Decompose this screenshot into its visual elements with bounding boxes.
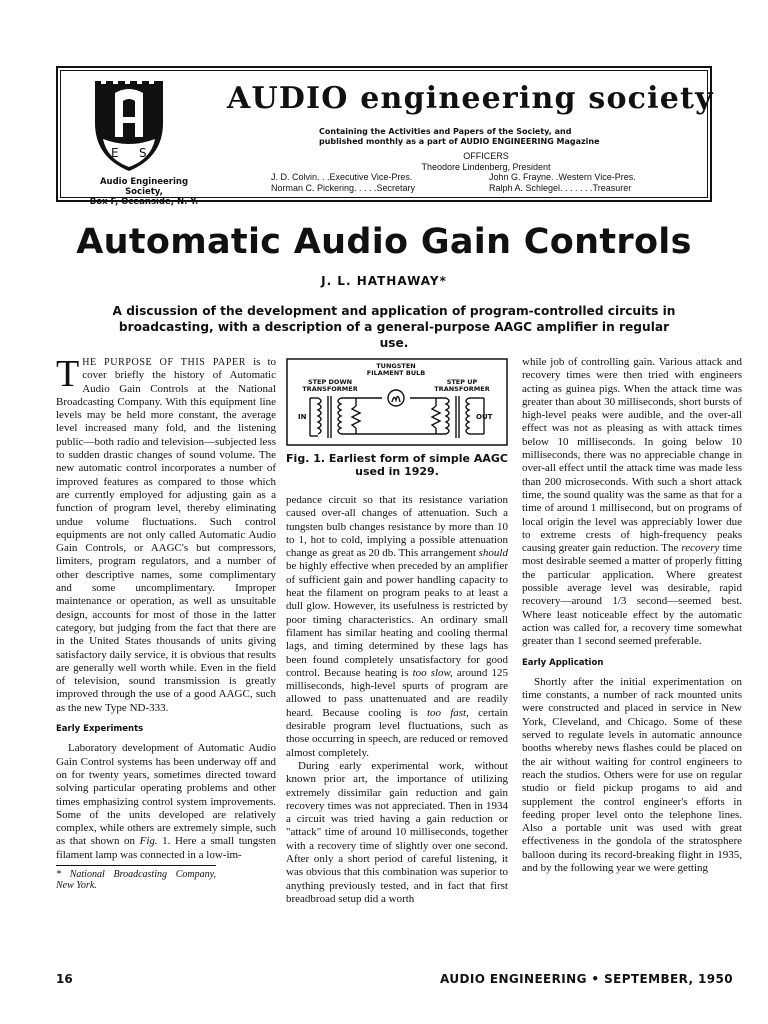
figure-1 bbox=[286, 358, 508, 478]
column-2-paragraph-1 bbox=[286, 494, 508, 760]
label-step-up-1: STEP UP bbox=[446, 378, 478, 386]
label-out: OUT bbox=[476, 413, 493, 421]
journal-footer: AUDIO ENGINEERING • SEPTEMBER, 1950 bbox=[440, 972, 733, 986]
col2-text-b: be highly effective when preceded by an amplifier of sufficient gain and power handling capacity to heat the filament on program peaks to at least a dull glow. However, its usefulness is restricted by poor timing characteristics. An ordinary small filament has similar heating and cooling thermal lags, and timing determined by these lags has been found completely unsatisfactory for good control. Because heating is bbox=[286, 560, 508, 679]
col2-text-d: certain desirable program level fluctuations, such as those occurring in speech, are reduced or removed almost completely. bbox=[286, 706, 508, 759]
label-step-down-1: STEP DOWN bbox=[307, 378, 353, 386]
officer-western-vp: John G. Frayne. .Western Vice-Pres. bbox=[489, 172, 636, 182]
masthead-box bbox=[56, 66, 714, 207]
label-step-up-2: TRANSFORMER bbox=[434, 385, 490, 393]
address-line-2: Box F, Oceanside, N. Y. bbox=[89, 197, 199, 207]
aes-logo-icon bbox=[91, 77, 167, 173]
officers-heading: OFFICERS bbox=[463, 151, 509, 161]
officer-treasurer: Ralph A. Schlegel. . . . . . .Treasurer bbox=[489, 182, 632, 193]
article-title: Automatic Audio Gain Controls bbox=[76, 222, 692, 262]
society-title: AUDIO engineering society bbox=[227, 81, 714, 116]
col2-emph-too-slow: too slow, bbox=[412, 666, 453, 679]
early-experiments-text-a: Laboratory development of Automatic Audio Gain Control systems has been underway off and on for twenty years, sometimes directed toward solving particular operating problems and other times emphasizing control system improvements. Some of the units developed are relatively complex, while others are extremely simple, such as that shown on bbox=[56, 742, 276, 848]
society-address bbox=[81, 177, 207, 207]
masthead-description: Containing the Activities and Papers of the Society, and published monthly as a part of AUDIO ENGINEERING Magazine bbox=[319, 127, 600, 146]
early-experiments-text-b: 1. Here a small tungsten filament lamp was connected in a low-im- bbox=[56, 835, 276, 861]
svg-text:E: E bbox=[111, 146, 119, 160]
col3-text-a: while job of controlling gain. Various attack and recovery times were then tried with engineers acting as guinea pigs. When the attack time was greater than about 30 milliseconds, short bursts of high-level peaks were audible, and the over-all effect was not as pleasing as with attack times below 10 milliseconds. In going below 10 milliseconds, there was no appreciable change in over-all effect until the attack time was made less than 200 microseconds. With such a short attack time, the sound quality was the same as that for a time of around 1 millisecond, but on programs of local origin the level was appreciably lower due to extreme crests of high-frequency peaks causing greater gain reduction. The bbox=[522, 356, 742, 555]
col2-text-c: around 125 milliseconds, high-level spurts of program are allowed to pass unattenuated and are readily heard. Because cooling is bbox=[286, 666, 509, 719]
aagc-circuit-diagram bbox=[286, 358, 508, 446]
section-heading-early-experiments: Early Experiments bbox=[56, 724, 144, 735]
early-application-paragraph: Shortly after the initial experimentation on time constants, a number of rack mounted units were constructed and placed in service in New York, Cleveland, and Chicago. Some of these served to regulate levels in automatic announce booths whereby news flashes could be placed on the air without waiting for control engineers to reach the studios. Others were for use on regular studio or field pickup progams to aid and supplement the control engineer's efforts in feeding proper level onto the telephone lines. Also a portable unit was used with great effectiveness in the gondola of the stratosphere balloon during its record-breaking flight in 1935, and by the following year we were getting bbox=[522, 675, 742, 874]
address-line-1: Audio Engineering Society, bbox=[99, 177, 189, 197]
col2-emph-should: should bbox=[478, 547, 508, 560]
col2-text-a: pedance circuit so that its resistance variation caused over-all changes of attenuation. Such a tungsten bulb changes resistance by more than 10 to 1, hot to cold, implying a possible attenuation change as great as 20 db. This arrangement bbox=[286, 494, 508, 560]
label-in: IN bbox=[298, 413, 307, 421]
column-3-paragraph-1 bbox=[522, 356, 742, 649]
column-2-paragraph-2: During early experimental work, without known prior art, the importance of utilizing extremely dissimilar gain reduction and gain recovery times was not appreciated. Then in 1934 a circuit was tried having a gain reduction or "attack" time of around 10 milliseconds, together with a recovery time of slightly over one second. After only a short period of careful listening, it was obvious that this combination was superior to anything previously tested, and in fact that first breadbroad setup did a worth bbox=[286, 759, 508, 905]
svg-text:S: S bbox=[139, 146, 147, 160]
early-experiments-paragraph bbox=[56, 742, 276, 862]
column-3 bbox=[522, 356, 742, 875]
section-heading-early-application: Early Application bbox=[522, 657, 604, 668]
article-abstract: A discussion of the development and application of program-controlled circuits in broadcasting, with a description of a general-purpose AAGC amplifier in regular use. bbox=[112, 304, 676, 350]
page-number: 16 bbox=[56, 972, 73, 986]
intro-text: is to cover briefly the history of Automatic Audio Gain Controls at the National Broadcasting Company. With this equipment line levels may be held more constant, the average level increased many fold, and the listening public—both radio and television—subjected less to sudden drastic changes of sound volume. The new automatic control incorporates a number of improved features as compared to those which are currently employed for adjusting gain as a function of program level, thereby eliminating undue volume fluctuations. Such control equipments are not only called Automatic Audio Gain Controls, or AAGC's but compressors, limiters, program regulators, and a number of other descriptive names, some complimentary and some uncomplimentary. Improper maintenance or operation, as well as unsuitable design, accounts for most of those in the latter category, but judging from the fact that there are in the United States thousands of units giving satisfactory daily service, it is obvious that results are generally well worth while. Even in the field of television, sound transmission is greatly improved through the use of a good AAGC, such as the new Type ND-333. bbox=[56, 356, 277, 714]
col2-emph-too-fast: too fast, bbox=[426, 706, 469, 719]
officer-president: Theodore Lindenberg, President bbox=[421, 161, 551, 172]
lead-in: HE PURPOSE OF THIS PAPER bbox=[82, 357, 247, 368]
label-bulb-1: TUNGSTEN bbox=[376, 362, 416, 370]
drop-cap: T bbox=[56, 353, 80, 395]
col3-text-b: time most desirable seemed a matter of properly fitting the particular application. Where greatest possible average level was desirable, rapid recovery—around 1/3 second—seemed best. Where least noticeable effect by the automatic action was called for, a recovery time somewhat greater than 1 second seemed preferable. bbox=[522, 542, 742, 648]
author-footnote: * National Broadcasting Company, New York. bbox=[56, 865, 216, 891]
officer-exec-vp: J. D. Colvin. . .Executive Vice-Pres. bbox=[271, 172, 413, 182]
figure-reference: Fig. bbox=[139, 835, 158, 848]
figure-1-caption: Fig. 1. Earliest form of simple AAGC used in 1929. bbox=[286, 452, 508, 478]
column-1 bbox=[56, 353, 277, 891]
col3-emph-recovery: recovery bbox=[681, 542, 720, 555]
label-step-down-2: TRANSFORMER bbox=[302, 385, 358, 393]
column-2 bbox=[286, 358, 508, 906]
officers-row-2 bbox=[271, 183, 701, 194]
article-author: J. L. HATHAWAY* bbox=[321, 274, 447, 288]
label-bulb-2: FILAMENT BULB bbox=[366, 369, 426, 377]
officers-block bbox=[271, 151, 701, 193]
intro-paragraph bbox=[56, 353, 277, 715]
officer-secretary: Norman C. Pickering. . . . .Secretary bbox=[271, 182, 416, 193]
officers-row-1 bbox=[271, 172, 701, 183]
masthead-inner-rule bbox=[60, 70, 714, 207]
